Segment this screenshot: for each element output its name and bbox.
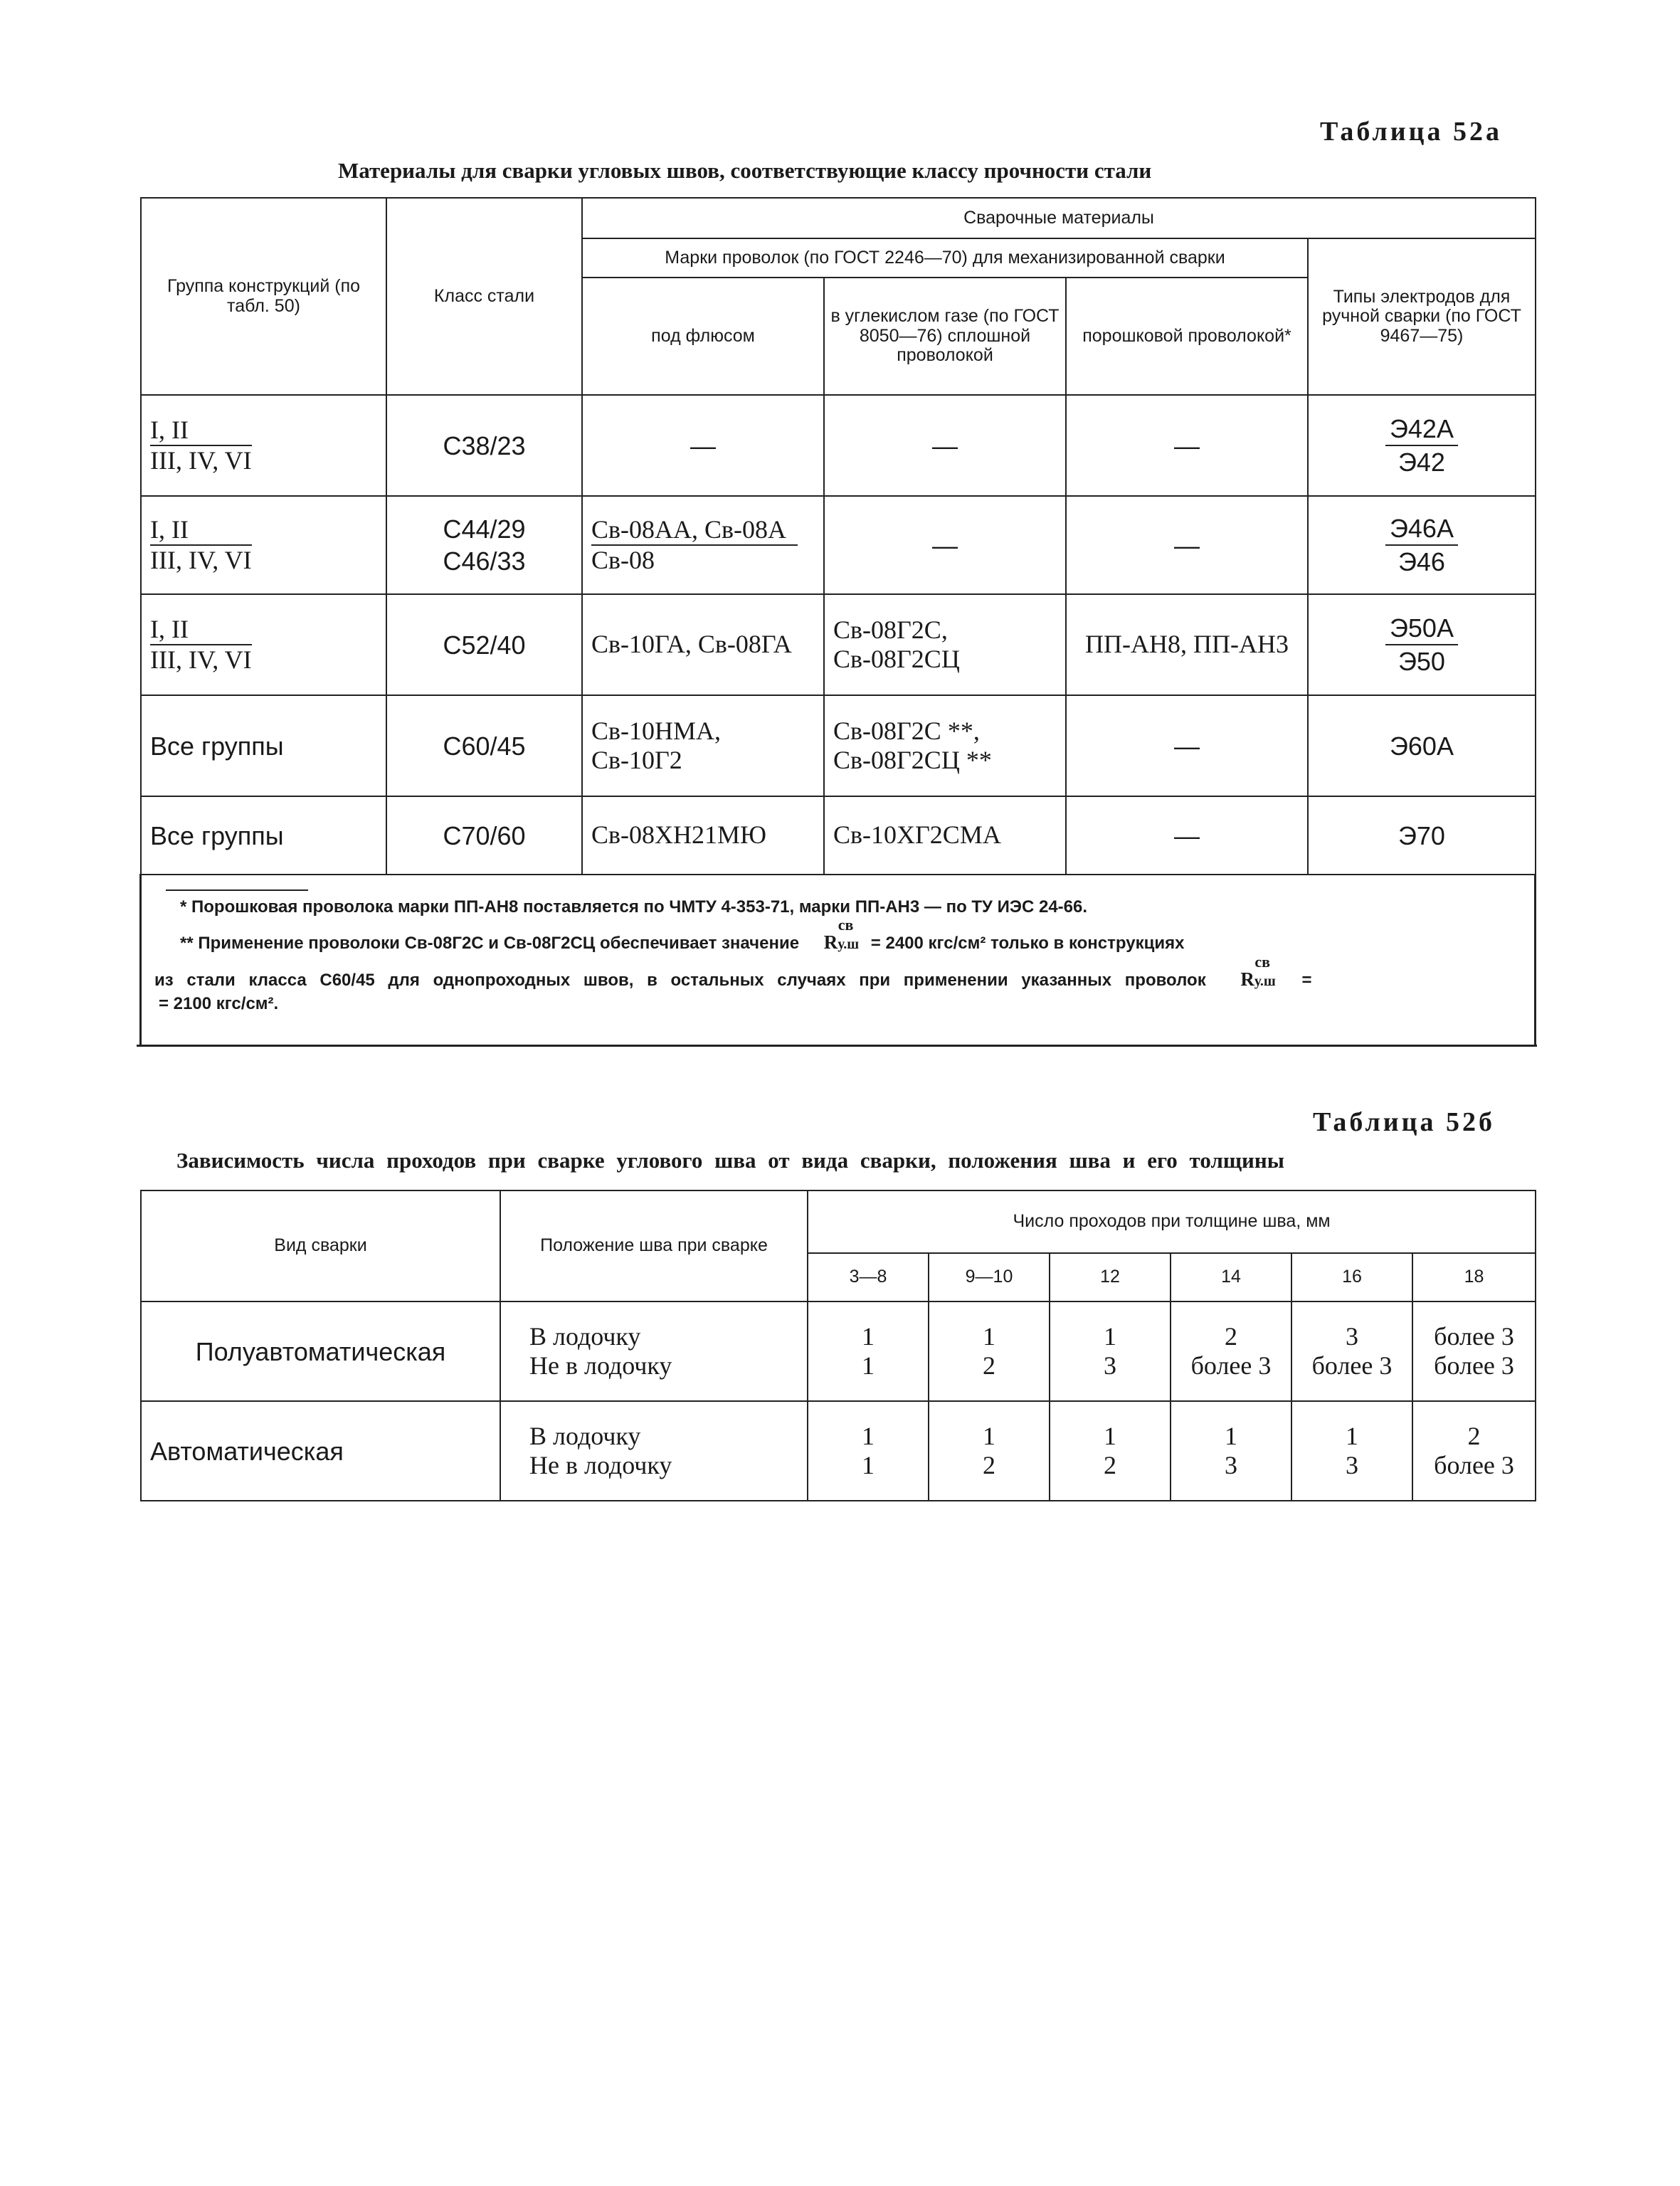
header-position: Положение шва при сварке [500, 1190, 808, 1301]
electrode: Э70 [1308, 796, 1536, 875]
r-symbol: R св у.ш [1240, 953, 1276, 990]
pass-count: 1 [862, 1321, 875, 1351]
cored-wire: — [1066, 695, 1308, 796]
cored-wire: — [1066, 796, 1308, 875]
r-symbol: R св у.ш [823, 916, 860, 953]
flux-wire: Св-10ГА, Св-08ГА [582, 594, 824, 695]
table-row [141, 1401, 1536, 1501]
footnote-2-text-d: = [1301, 971, 1312, 990]
table-52a-label: Таблица 52а [1320, 117, 1503, 147]
table-row [141, 496, 1536, 594]
table-52b-caption: Зависимость числа проходов при сварке углового шва от вида сварки, положения шва и его толщины [176, 1148, 1284, 1173]
steel-class: С44/29 С46/33 [386, 496, 582, 594]
group-bottom: III, IV, VI [150, 546, 252, 574]
electrode-bottom: Э46 [1398, 547, 1445, 576]
notes-frame-left [139, 874, 142, 1045]
flux-wire: — [582, 395, 824, 496]
pass-count: 1 [983, 1421, 995, 1450]
footnote-1: * Порошковая проволока марки ПП-АН8 поставляется по ЧМТУ 4-353-71, марки ПП-АН3 — по ТУ ИЭС 24-66. [180, 897, 1088, 917]
thickness-header: 14 [1171, 1253, 1291, 1301]
group-top: I, II [150, 615, 252, 645]
table-52b-label: Таблица 52б [1313, 1107, 1496, 1137]
pass-count: 1 [1104, 1321, 1116, 1351]
position-top: В лодочку [529, 1321, 641, 1351]
footnote-2-text-c: из стали класса С60/45 для однопроходных швов, в остальных случаях при применении указанных проволок [154, 971, 1206, 990]
group-top: I, II [150, 515, 252, 546]
table-52b [140, 1190, 1536, 1501]
electrode-top: Э46А [1385, 512, 1458, 546]
group: Все группы [141, 695, 386, 796]
steel-class: С52/40 [386, 594, 582, 695]
header-steel-class: Класс стали [386, 198, 582, 395]
co2-wire: — [824, 496, 1066, 594]
weld-type: Полуавтоматическая [141, 1301, 500, 1401]
group-bottom: III, IV, VI [150, 645, 252, 674]
pass-count: более 3 [1434, 1321, 1514, 1351]
pass-count: 1 [1225, 1421, 1237, 1450]
pass-count: 1 [862, 1451, 875, 1479]
pass-count: 2 [1225, 1321, 1237, 1351]
flux-wire-bottom: Св-08 [591, 546, 655, 574]
pass-count: 1 [983, 1321, 995, 1351]
pass-count: 1 [1104, 1421, 1116, 1450]
pass-count: 3 [1225, 1451, 1237, 1479]
position-top: В лодочку [529, 1421, 641, 1450]
footnote-2-line-1 [180, 916, 1185, 954]
flux-wire-top: Св-08АА, Св-08А [591, 515, 798, 546]
header-group: Группа конструкций (по табл. 50) [141, 198, 386, 395]
footnote-separator [166, 889, 308, 891]
co2-wire: Св-10ХГ2СМА [824, 796, 1066, 875]
electrode-bottom: Э42 [1398, 448, 1445, 477]
pass-count: 3 [1346, 1321, 1358, 1351]
header-co2: в углекислом газе (по ГОСТ 8050—76) сплошной проволокой [824, 278, 1066, 395]
pass-count: 3 [1346, 1451, 1358, 1479]
pass-count: 2 [1104, 1451, 1116, 1479]
electrode-bottom: Э50 [1398, 647, 1445, 676]
steel-class: С38/23 [386, 395, 582, 496]
flux-wire: Св-10НМА, Св-10Г2 [582, 695, 824, 796]
table-52a [140, 197, 1536, 875]
position-bottom: Не в лодочку [529, 1351, 672, 1380]
pass-count: 1 [862, 1351, 875, 1380]
table-row [141, 796, 1536, 875]
pass-count: более 3 [1434, 1351, 1514, 1380]
footnote-2-line-2 [154, 953, 1312, 991]
thickness-header: 3—8 [808, 1253, 929, 1301]
table-row [141, 695, 1536, 796]
table-row [141, 594, 1536, 695]
flux-wire: Св-08ХН21МЮ [582, 796, 824, 875]
header-passes: Число проходов при толщине шва, мм [808, 1190, 1536, 1253]
electrode: Э60А [1308, 695, 1536, 796]
co2-wire: Св-08Г2С, Св-08Г2СЦ [824, 594, 1066, 695]
cored-wire: — [1066, 496, 1308, 594]
thickness-header: 12 [1050, 1253, 1171, 1301]
notes-frame-right [1534, 874, 1536, 1045]
footnote-2-text-a: ** Применение проволоки Св-08Г2С и Св-08Г2СЦ обеспечивает значение [180, 934, 800, 953]
steel-class: С60/45 [386, 695, 582, 796]
electrode-top: Э42А [1385, 413, 1458, 446]
thickness-header: 9—10 [929, 1253, 1050, 1301]
co2-wire: Св-08Г2С **, Св-08Г2СЦ ** [824, 695, 1066, 796]
table-row [141, 395, 1536, 496]
footnote-2-line-3: = 2100 кгс/см². [159, 994, 279, 1013]
electrode-top: Э50А [1385, 612, 1458, 645]
thickness-header: 16 [1291, 1253, 1412, 1301]
pass-count: 2 [1467, 1421, 1481, 1450]
steel-class: С70/60 [386, 796, 582, 875]
pass-count: 3 [1104, 1351, 1116, 1380]
pass-count: 2 [983, 1351, 995, 1380]
header-wire-grades: Марки проволок (по ГОСТ 2246—70) для механизированной сварки [582, 238, 1308, 278]
pass-count: более 3 [1190, 1351, 1272, 1380]
footnote-2-text-b: = 2400 кгс/см² только в конструкциях [870, 934, 1185, 953]
header-welding-materials: Сварочные материалы [582, 198, 1536, 238]
notes-frame-bottom [137, 1045, 1537, 1047]
cored-wire: ПП-АН8, ПП-АН3 [1066, 594, 1308, 695]
header-under-flux: под флюсом [582, 278, 824, 395]
pass-count: более 3 [1311, 1351, 1393, 1380]
table-52a-caption: Материалы для сварки угловых швов, соответствующие классу прочности стали [338, 158, 1152, 183]
cored-wire: — [1066, 395, 1308, 496]
co2-wire: — [824, 395, 1066, 496]
pass-count: 1 [862, 1421, 875, 1450]
pass-count: более 3 [1434, 1451, 1514, 1479]
pass-count: 1 [1346, 1421, 1358, 1450]
header-flux-cored: порошковой проволокой* [1066, 278, 1308, 395]
table-row [141, 1301, 1536, 1401]
pass-count: 2 [983, 1451, 995, 1479]
header-weld-type: Вид сварки [141, 1190, 500, 1301]
weld-type: Автоматическая [141, 1401, 500, 1501]
group: Все группы [141, 796, 386, 875]
thickness-header: 18 [1412, 1253, 1536, 1301]
group-top: I, II [150, 416, 252, 446]
group-bottom: III, IV, VI [150, 446, 252, 475]
header-electrodes: Типы электродов для ручной сварки (по ГОСТ 9467—75) [1308, 238, 1536, 395]
position-bottom: Не в лодочку [529, 1451, 672, 1479]
